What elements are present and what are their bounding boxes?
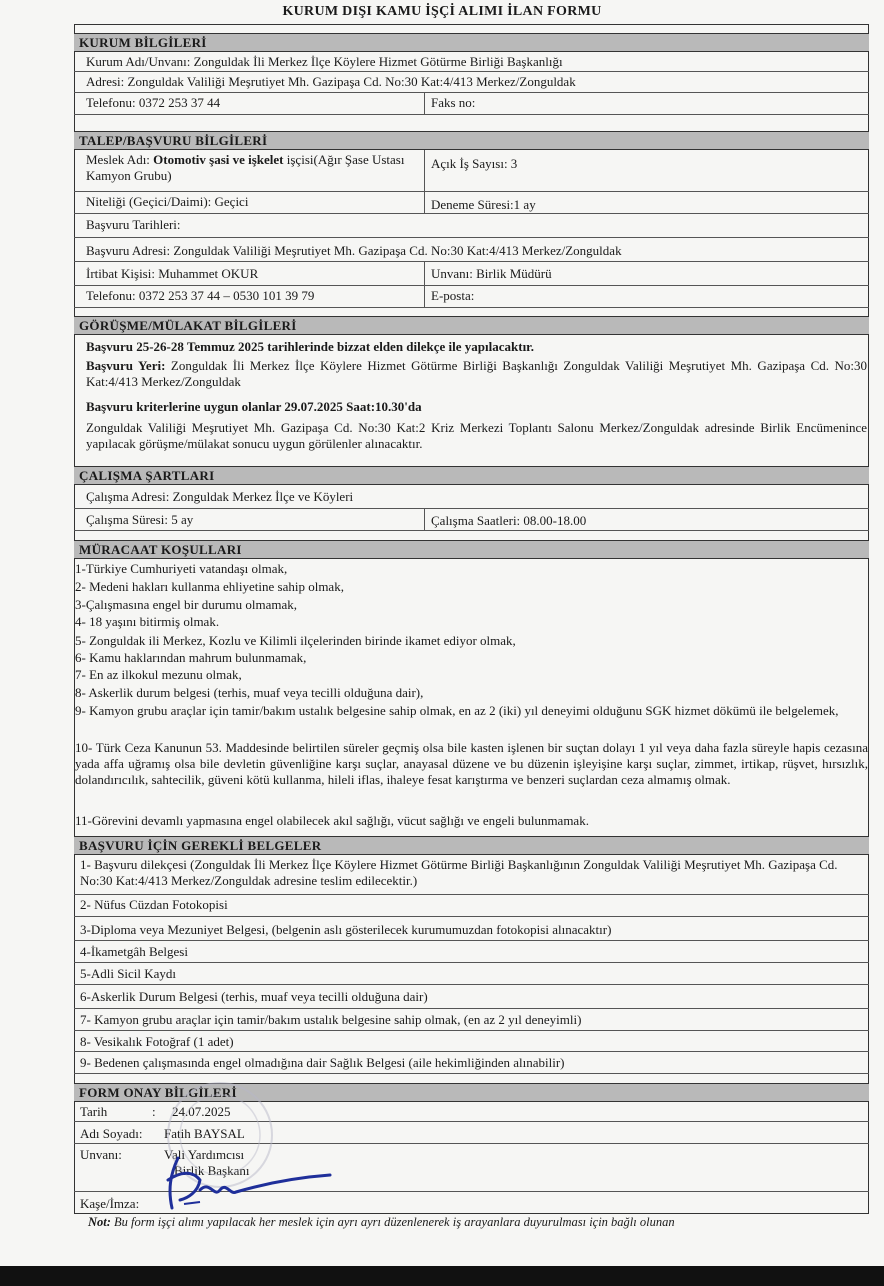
gorusme-yer-aciklama: Zonguldak Valiliği Meşrutiyet Mh. Gazipaşa Cd. No:30 Kat:2 Kriz Merkezi Toplantı Salonu Merkez/Zonguldak adresinde Birlik Encümenince yapılacak görüşme/mülakat sonucu uygun görülenler alınacaktır. — [86, 420, 867, 451]
irtibat-unvan: Unvanı: Birlik Müdürü — [424, 262, 869, 285]
basvuru-adresi: Başvuru Adresi: Zonguldak Valiliği Meşrutiyet Mh. Gazipaşa Cd. No:30 Kat:4/413 Merkez/Zonguldak — [86, 243, 622, 258]
talep-telefon-row — [74, 286, 869, 308]
gorusme-basvuru-yeri — [74, 358, 869, 390]
kosul-item: 3-Çalışmasına engel bir durumu olmamak, — [75, 597, 298, 612]
niteligi: Niteliği (Geçici/Daimi): Geçici — [86, 194, 249, 209]
belge-item: 4-İkametgâh Belgesi — [74, 941, 869, 963]
kurum-adres: Adresi: Zonguldak Valiliği Meşrutiyet Mh. Gazipaşa Cd. No:30 Kat:4/413 Merkez/Zonguldak — [86, 74, 576, 89]
belge-item: 2- Nüfus Cüzdan Fotokopisi — [74, 895, 869, 917]
calisma-adres-row — [74, 485, 869, 509]
tarih-label: Tarih — [80, 1104, 108, 1119]
meslek-suffix: işçisi(Ağır Şase Ustası Kamyon Grubu) — [86, 152, 405, 183]
unvan-line-1: Vali Yardımcısı — [164, 1147, 245, 1162]
meslek-row — [74, 150, 869, 192]
calisma-sure-row — [74, 509, 869, 531]
kase-imza-label: Kaşe/İmza: — [80, 1196, 140, 1211]
niteligi-row — [74, 192, 869, 214]
basvuru-yeri-label: Başvuru Yeri: — [86, 358, 166, 373]
basvuru-tarihleri: Başvuru Tarihleri: — [86, 217, 181, 232]
kurum-adres-row — [74, 72, 869, 93]
section-kurum-header: KURUM BİLGİLERİ — [74, 33, 869, 52]
meslek-adi — [74, 150, 424, 191]
form-note — [88, 1215, 675, 1230]
unvan-label: Unvanı: — [80, 1147, 122, 1162]
tarih-sep: : — [152, 1104, 156, 1119]
section-gorusme-header: GÖRÜŞME/MÜLAKAT BİLGİLERİ — [74, 316, 869, 335]
belge-item: 8- Vesikalık Fotoğraf (1 adet) — [74, 1031, 869, 1052]
acik-is-sayisi: Açık İş Sayısı: 3 — [424, 150, 869, 191]
section-talep-header: TALEP/BAŞVURU BİLGİLERİ — [74, 131, 869, 150]
gorusme-kriter: Başvuru kriterlerine uygun olanlar 29.07.2025 Saat:10.30'da — [86, 399, 422, 414]
kosul-item: 9- Kamyon grubu araçlar için tamir/bakım ustalık belgesine sahip olmak, en az 2 (iki) yıl deneyimi olduğunu SGK hizmet dökümü ile belgelemek, — [75, 703, 839, 718]
section-onay-header: FORM ONAY BİLGİLERİ — [74, 1083, 869, 1102]
kosul-item: 8- Askerlik durum belgesi (terhis, muaf veya tecilli olduğuna dair), — [75, 685, 424, 700]
unvan-line-2: Birlik Başkanı — [174, 1163, 250, 1178]
adi-soyadi-label: Adı Soyadı: — [80, 1126, 143, 1141]
section-muracaat-header: MÜRACAAT KOŞULLARI — [74, 540, 869, 559]
kurum-adi: Kurum Adı/Unvanı: Zonguldak İli Merkez İlçe Köylere Hizmet Götürme Birliği Başkanlığı — [86, 54, 563, 69]
kosul-item: 6- Kamu haklarından mahrum bulunmamak, — [75, 650, 307, 665]
kosul-item: 2- Medeni hakları kullanma ehliyetine sahip olmak, — [75, 579, 344, 594]
adi-soyadi-value: Fatih BAYSAL — [164, 1126, 245, 1141]
calisma-suresi: Çalışma Süresi: 5 ay — [86, 512, 194, 527]
kurum-telefon-row — [74, 93, 869, 115]
section-belgeler-header: BAŞVURU İÇİN GEREKLİ BELGELER — [74, 836, 869, 855]
kosul-item: 10- Türk Ceza Kanunun 53. Maddesinde belirtilen süreler geçmiş olsa bile kasten işlenen bir suçtan dolayı 1 yıl veya daha fazla süreyle hapis cezasına yada affa uğramış olsa bile devletin güvenliğine karşı suçlar, anayasal düzene ve bu düzenin işleyişine karşı suçlar, zimmet, irtikap, rüşvet, hırsızlık, dolandırıcılık, sahtecilik, güveni kötü kullanma, hileli iflas, ihaleye fesat karıştırma ve benzeri suçlardan ceza almamış olmak. — [75, 740, 868, 787]
irtibat-row — [74, 262, 869, 286]
deneme-suresi: Deneme Süresi:1 ay — [424, 192, 869, 213]
kosul-item: 5- Zonguldak ili Merkez, Kozlu ve Kilimli ilçelerinden birinde ikamet ediyor olmak, — [75, 633, 516, 648]
belge-item: 1- Başvuru dilekçesi (Zonguldak İli Merkez İlçe Köylere Hizmet Götürme Birliği Başkanlığının Zonguldak Valiliği Meşrutiyet Mh. Gazipaşa Cd. No:30 Kat:4/413 Merkez/Zonguldak adresine teslim edilecektir.) — [74, 855, 869, 895]
kosul-item: 1-Türkiye Cumhuriyeti vatandaşı olmak, — [75, 561, 288, 576]
basvuru-adresi-row — [74, 238, 869, 262]
meslek-prefix: Meslek Adı: — [86, 152, 154, 167]
note-text: Bu form işçi alımı yapılacak her meslek için ayrı ayrı düzenlenerek iş arayanlara duyurulması için bağlı olunan — [110, 1215, 675, 1229]
kosul-item: 11-Görevini devamlı yapmasına engel olabilecek akıl sağlığı, vücut sağlığı ve engeli bulunmamak. — [75, 813, 589, 828]
belge-item: 3-Diploma veya Mezuniyet Belgesi, (belgenin aslı gösterilecek kurumumuzdan fotokopisi alınacaktır) — [74, 917, 869, 941]
bottom-bar — [0, 1266, 884, 1286]
kosul-item: 4- 18 yaşını bitirmiş olmak. — [75, 614, 220, 629]
belge-item: 7- Kamyon grubu araçlar için tamir/bakım ustalık belgesine sahip olmak, (en az 2 yıl deneyimli) — [74, 1009, 869, 1031]
tarih-value: 24.07.2025 — [172, 1104, 231, 1119]
note-label: Not: — [88, 1215, 111, 1229]
section-calisma-header: ÇALIŞMA ŞARTLARI — [74, 466, 869, 485]
basvuru-yeri-text: Zonguldak İli Merkez İlçe Köylere Hizmet Götürme Birliği Başkanlığı Zonguldak Valiliği Meşrutiyet Mh. Gazipaşa Cd. No:30 Kat:4/413 Merkez/Zonguldak — [86, 358, 868, 389]
kosul-item: 7- En az ilkokul mezunu olmak, — [75, 667, 242, 682]
basvuru-tarihleri-row — [74, 214, 869, 238]
irtibat-kisisi: İrtibat Kişisi: Muhammet OKUR — [86, 266, 259, 281]
belge-item: 5-Adli Sicil Kaydı — [74, 963, 869, 985]
talep-eposta: E-posta: — [424, 286, 869, 307]
signature-icon — [140, 1150, 340, 1220]
kurum-faks: Faks no: — [424, 93, 869, 114]
form-title: KURUM DIŞI KAMU İŞÇİ ALIMI İLAN FORMU — [282, 4, 602, 19]
calisma-adresi: Çalışma Adresi: Zonguldak Merkez İlçe ve Köyleri — [86, 489, 354, 504]
kurum-adi-row — [74, 52, 869, 72]
calisma-saatleri: Çalışma Saatleri: 08.00-18.00 — [424, 509, 869, 530]
belge-item: 6-Askerlik Durum Belgesi (terhis, muaf veya tecilli olduğuna dair) — [74, 985, 869, 1009]
meslek-bold: Otomotiv şasi ve işkelet — [153, 152, 284, 167]
belge-item: 9- Bedenen çalışmasında engel olmadığına dair Sağlık Belgesi (aile hekimliğinden alınabilir) — [74, 1052, 869, 1074]
talep-telefon: Telefonu: 0372 253 37 44 – 0530 101 39 79 — [86, 288, 315, 303]
gorusme-basvuru-tarih: Başvuru 25-26-28 Temmuz 2025 tarihlerinde bizzat elden dilekçe ile yapılacaktır. — [86, 339, 535, 354]
kurum-telefon: Telefonu: 0372 253 37 44 — [86, 95, 221, 110]
